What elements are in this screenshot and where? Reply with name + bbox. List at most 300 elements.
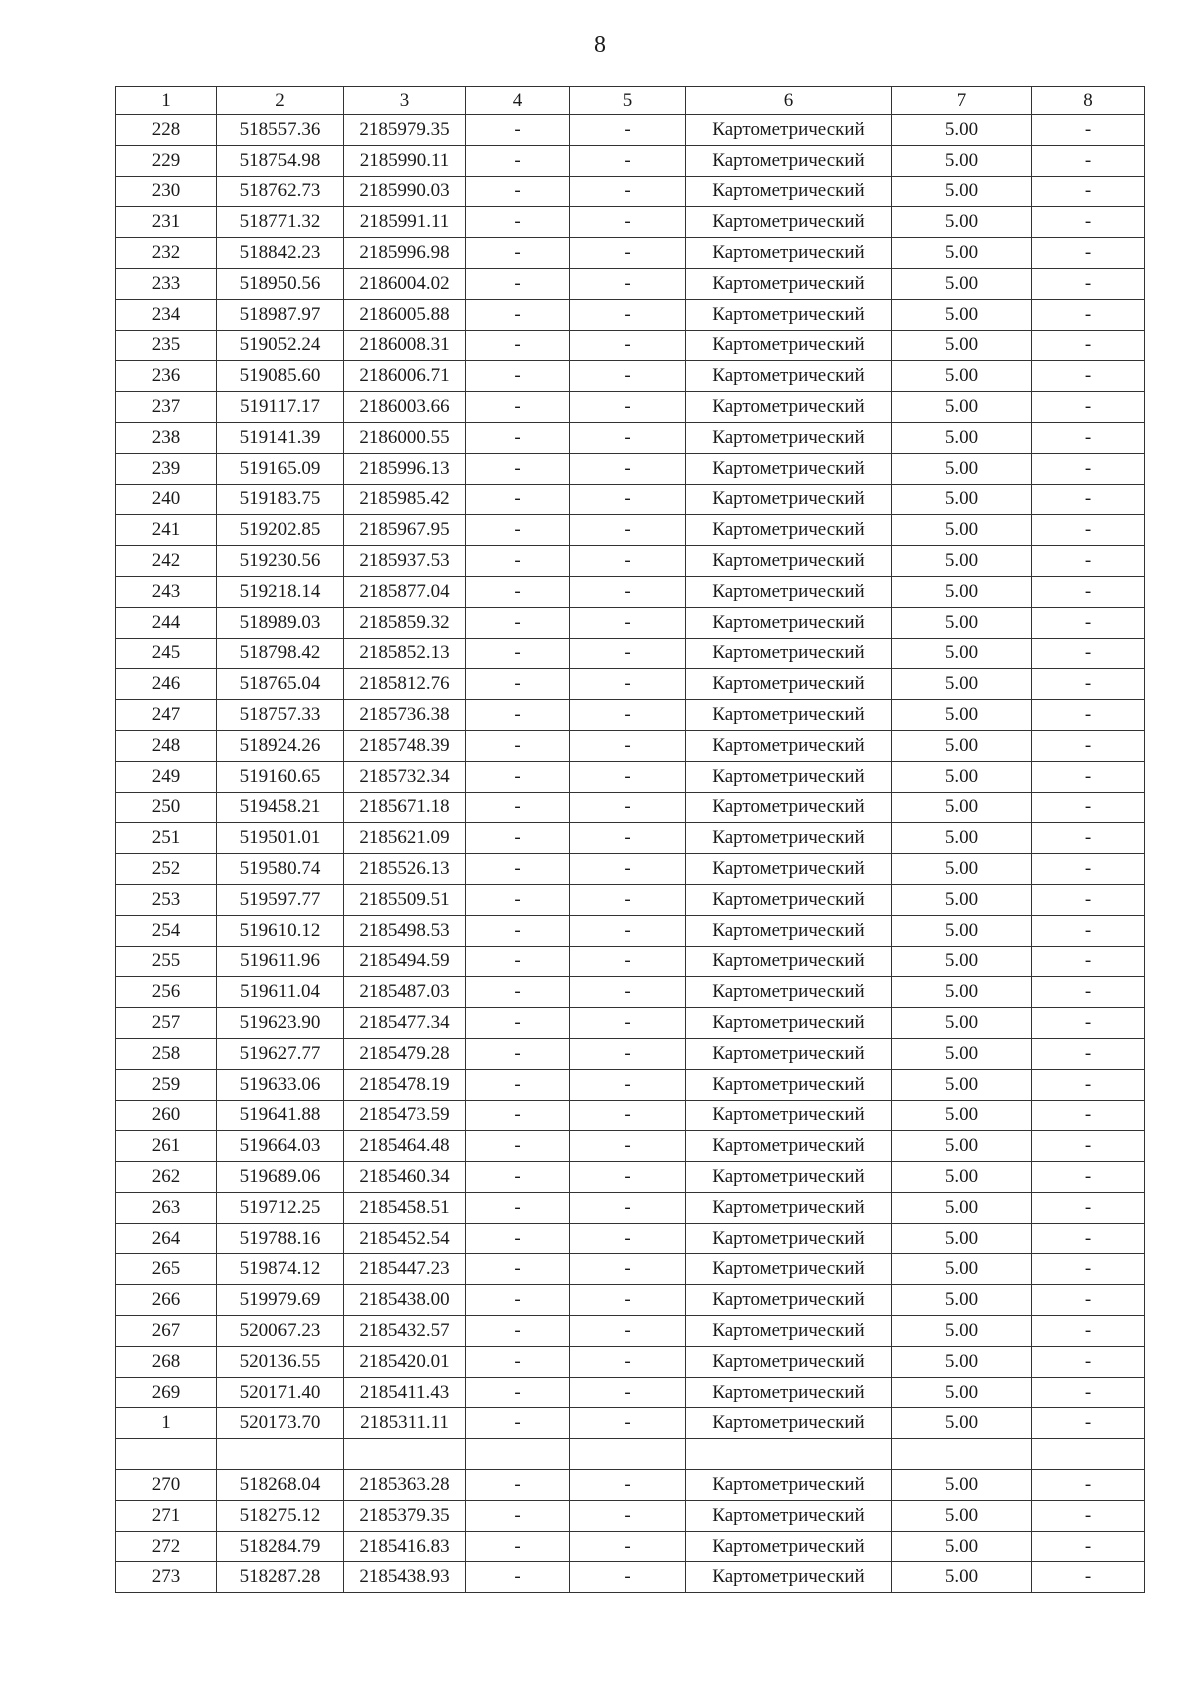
cell-point-number: 231 xyxy=(116,207,217,238)
cell-col-5: - xyxy=(570,238,686,269)
cell-y-coordinate: 2186008.31 xyxy=(344,330,466,361)
table-row xyxy=(116,546,1145,577)
cell-col-8: - xyxy=(1032,145,1145,176)
table-row xyxy=(116,1408,1145,1439)
cell-col-8: - xyxy=(1032,854,1145,885)
cell-y-coordinate: 2185990.03 xyxy=(344,176,466,207)
cell-col-5: - xyxy=(570,1500,686,1531)
cell-method: Картометрический xyxy=(686,854,892,885)
cell-method: Картометрический xyxy=(686,268,892,299)
cell-accuracy: 5.00 xyxy=(892,792,1032,823)
column-header-2: 2 xyxy=(217,87,344,115)
cell-col-8: - xyxy=(1032,546,1145,577)
cell-col-4: - xyxy=(466,946,570,977)
cell-y-coordinate: 2185411.43 xyxy=(344,1377,466,1408)
cell-col-4: - xyxy=(466,1008,570,1039)
cell-point-number: 248 xyxy=(116,730,217,761)
cell-col-8: - xyxy=(1032,884,1145,915)
table-body xyxy=(116,115,1145,1593)
cell-col-5: - xyxy=(570,1346,686,1377)
cell-accuracy: 5.00 xyxy=(892,854,1032,885)
cell-point-number: 251 xyxy=(116,823,217,854)
cell-accuracy: 5.00 xyxy=(892,1069,1032,1100)
cell-accuracy: 5.00 xyxy=(892,115,1032,146)
cell-x-coordinate: 519597.77 xyxy=(217,884,344,915)
cell-col-8: - xyxy=(1032,422,1145,453)
cell-x-coordinate: 518762.73 xyxy=(217,176,344,207)
cell-col-5: - xyxy=(570,1162,686,1193)
cell-col-4: - xyxy=(466,669,570,700)
cell-accuracy: 5.00 xyxy=(892,268,1032,299)
cell-col-8: - xyxy=(1032,946,1145,977)
cell-y-coordinate: 2185748.39 xyxy=(344,730,466,761)
cell-x-coordinate: 519610.12 xyxy=(217,915,344,946)
table-header xyxy=(116,87,1145,115)
table-row xyxy=(116,669,1145,700)
cell-y-coordinate: 2185363.28 xyxy=(344,1470,466,1501)
cell-accuracy: 5.00 xyxy=(892,607,1032,638)
cell-col-4: - xyxy=(466,638,570,669)
cell-method: Картометрический xyxy=(686,915,892,946)
table-row xyxy=(116,1316,1145,1347)
cell-x-coordinate: 519183.75 xyxy=(217,484,344,515)
cell-x-coordinate: 519160.65 xyxy=(217,761,344,792)
cell-col-5: - xyxy=(570,268,686,299)
cell-x-coordinate: 518557.36 xyxy=(217,115,344,146)
cell-x-coordinate: 519141.39 xyxy=(217,422,344,453)
header-row xyxy=(116,87,1145,115)
cell-col-5: - xyxy=(570,977,686,1008)
cell-x-coordinate: 518268.04 xyxy=(217,1470,344,1501)
cell-col-8: - xyxy=(1032,1008,1145,1039)
cell-y-coordinate: 2185671.18 xyxy=(344,792,466,823)
table-row xyxy=(116,1100,1145,1131)
cell-col-5: - xyxy=(570,700,686,731)
cell-x-coordinate: 519117.17 xyxy=(217,392,344,423)
cell-accuracy: 5.00 xyxy=(892,1377,1032,1408)
cell-col-5: - xyxy=(570,145,686,176)
cell-point-number: 229 xyxy=(116,145,217,176)
cell-accuracy: 5.00 xyxy=(892,1008,1032,1039)
cell-y-coordinate: 2185479.28 xyxy=(344,1038,466,1069)
cell-col-5: - xyxy=(570,946,686,977)
table-row xyxy=(116,1377,1145,1408)
table-row xyxy=(116,1008,1145,1039)
cell-y-coordinate: 2185494.59 xyxy=(344,946,466,977)
cell-col-5: - xyxy=(570,515,686,546)
cell-col-4: - xyxy=(466,854,570,885)
cell-point-number: 250 xyxy=(116,792,217,823)
cell-col-5: - xyxy=(570,1562,686,1593)
cell-x-coordinate: 519874.12 xyxy=(217,1254,344,1285)
cell-point-number: 240 xyxy=(116,484,217,515)
cell-accuracy: 5.00 xyxy=(892,730,1032,761)
cell-x-coordinate: 519664.03 xyxy=(217,1131,344,1162)
cell-x-coordinate: 518989.03 xyxy=(217,607,344,638)
cell-accuracy: 5.00 xyxy=(892,884,1032,915)
table-row xyxy=(116,607,1145,638)
table-row xyxy=(116,1562,1145,1593)
column-header-3: 3 xyxy=(344,87,466,115)
cell-col-5: - xyxy=(570,115,686,146)
cell-col-4: - xyxy=(466,1100,570,1131)
cell-accuracy: 5.00 xyxy=(892,1100,1032,1131)
cell-col-8: - xyxy=(1032,361,1145,392)
cell-col-4: - xyxy=(466,1069,570,1100)
table-row xyxy=(116,268,1145,299)
cell-x-coordinate: 519623.90 xyxy=(217,1008,344,1039)
cell-col-8: - xyxy=(1032,1500,1145,1531)
table-row xyxy=(116,453,1145,484)
cell-col-8: - xyxy=(1032,761,1145,792)
cell-point-number: 270 xyxy=(116,1470,217,1501)
table-row xyxy=(116,299,1145,330)
cell-col-8: - xyxy=(1032,669,1145,700)
cell-x-coordinate: 519712.25 xyxy=(217,1192,344,1223)
cell-point-number: 246 xyxy=(116,669,217,700)
cell-x-coordinate: 519580.74 xyxy=(217,854,344,885)
cell-col-8: - xyxy=(1032,1038,1145,1069)
cell-accuracy: 5.00 xyxy=(892,145,1032,176)
cell-accuracy: 5.00 xyxy=(892,238,1032,269)
cell-method: Картометрический xyxy=(686,1377,892,1408)
cell-accuracy: 5.00 xyxy=(892,915,1032,946)
cell-col-4 xyxy=(466,1439,570,1470)
cell-y-coordinate: 2185877.04 xyxy=(344,576,466,607)
cell-col-5 xyxy=(570,1439,686,1470)
cell-x-coordinate: 519230.56 xyxy=(217,546,344,577)
cell-col-5: - xyxy=(570,1377,686,1408)
cell-method: Картометрический xyxy=(686,1254,892,1285)
cell-y-coordinate: 2186005.88 xyxy=(344,299,466,330)
cell-accuracy: 5.00 xyxy=(892,946,1032,977)
cell-col-8: - xyxy=(1032,1562,1145,1593)
cell-point-number: 249 xyxy=(116,761,217,792)
cell-method: Картометрический xyxy=(686,176,892,207)
cell-accuracy: 5.00 xyxy=(892,1346,1032,1377)
cell-method: Картометрический xyxy=(686,453,892,484)
cell-col-8: - xyxy=(1032,1531,1145,1562)
cell-point-number: 266 xyxy=(116,1285,217,1316)
cell-y-coordinate: 2185979.35 xyxy=(344,115,466,146)
cell-col-4: - xyxy=(466,1254,570,1285)
cell-col-8 xyxy=(1032,1439,1145,1470)
cell-point-number: 263 xyxy=(116,1192,217,1223)
cell-col-8: - xyxy=(1032,1408,1145,1439)
cell-point-number: 241 xyxy=(116,515,217,546)
cell-y-coordinate: 2185379.35 xyxy=(344,1500,466,1531)
cell-method: Картометрический xyxy=(686,145,892,176)
table-row xyxy=(116,1131,1145,1162)
cell-point-number: 261 xyxy=(116,1131,217,1162)
cell-method: Картометрический xyxy=(686,330,892,361)
cell-col-5: - xyxy=(570,730,686,761)
cell-point-number: 271 xyxy=(116,1500,217,1531)
cell-col-4: - xyxy=(466,484,570,515)
cell-x-coordinate: 519627.77 xyxy=(217,1038,344,1069)
cell-x-coordinate: 519458.21 xyxy=(217,792,344,823)
table-row xyxy=(116,761,1145,792)
cell-y-coordinate: 2185464.48 xyxy=(344,1131,466,1162)
cell-accuracy: 5.00 xyxy=(892,546,1032,577)
cell-point-number: 258 xyxy=(116,1038,217,1069)
cell-x-coordinate: 518287.28 xyxy=(217,1562,344,1593)
cell-accuracy: 5.00 xyxy=(892,1470,1032,1501)
cell-accuracy: 5.00 xyxy=(892,422,1032,453)
cell-point-number xyxy=(116,1439,217,1470)
table-row xyxy=(116,946,1145,977)
cell-col-4: - xyxy=(466,1500,570,1531)
cell-col-5: - xyxy=(570,607,686,638)
cell-x-coordinate: 518842.23 xyxy=(217,238,344,269)
cell-col-8: - xyxy=(1032,115,1145,146)
cell-col-5: - xyxy=(570,1131,686,1162)
table-row xyxy=(116,1346,1145,1377)
cell-col-4: - xyxy=(466,299,570,330)
cell-y-coordinate: 2185812.76 xyxy=(344,669,466,700)
cell-col-5: - xyxy=(570,792,686,823)
cell-x-coordinate: 519641.88 xyxy=(217,1100,344,1131)
table-row xyxy=(116,392,1145,423)
cell-col-8: - xyxy=(1032,484,1145,515)
cell-method: Картометрический xyxy=(686,1346,892,1377)
cell-accuracy: 5.00 xyxy=(892,1316,1032,1347)
cell-accuracy: 5.00 xyxy=(892,1162,1032,1193)
cell-accuracy: 5.00 xyxy=(892,453,1032,484)
cell-method: Картометрический xyxy=(686,1531,892,1562)
table-row xyxy=(116,700,1145,731)
cell-x-coordinate: 519611.96 xyxy=(217,946,344,977)
cell-y-coordinate: 2185416.83 xyxy=(344,1531,466,1562)
cell-x-coordinate: 518987.97 xyxy=(217,299,344,330)
cell-col-8: - xyxy=(1032,453,1145,484)
table-row xyxy=(116,484,1145,515)
cell-accuracy: 5.00 xyxy=(892,1285,1032,1316)
cell-method: Картометрический xyxy=(686,1316,892,1347)
cell-col-4: - xyxy=(466,1562,570,1593)
cell-col-8: - xyxy=(1032,1069,1145,1100)
cell-col-4: - xyxy=(466,361,570,392)
cell-point-number: 236 xyxy=(116,361,217,392)
table-row xyxy=(116,330,1145,361)
cell-col-4: - xyxy=(466,546,570,577)
cell-y-coordinate: 2185452.54 xyxy=(344,1223,466,1254)
cell-x-coordinate: 520171.40 xyxy=(217,1377,344,1408)
cell-method: Картометрический xyxy=(686,977,892,1008)
cell-point-number: 1 xyxy=(116,1408,217,1439)
cell-col-5: - xyxy=(570,299,686,330)
cell-accuracy: 5.00 xyxy=(892,176,1032,207)
cell-accuracy: 5.00 xyxy=(892,576,1032,607)
cell-point-number: 272 xyxy=(116,1531,217,1562)
cell-method: Картометрический xyxy=(686,700,892,731)
cell-y-coordinate: 2185996.98 xyxy=(344,238,466,269)
cell-col-5: - xyxy=(570,1100,686,1131)
cell-accuracy: 5.00 xyxy=(892,1223,1032,1254)
coordinates-table xyxy=(115,86,1145,1593)
cell-method: Картометрический xyxy=(686,1408,892,1439)
table-row xyxy=(116,207,1145,238)
cell-method: Картометрический xyxy=(686,1162,892,1193)
cell-col-4: - xyxy=(466,207,570,238)
cell-x-coordinate: 518754.98 xyxy=(217,145,344,176)
cell-y-coordinate: 2185458.51 xyxy=(344,1192,466,1223)
cell-col-5: - xyxy=(570,638,686,669)
cell-method: Картометрический xyxy=(686,1131,892,1162)
cell-col-8: - xyxy=(1032,1100,1145,1131)
cell-col-4: - xyxy=(466,1038,570,1069)
cell-accuracy: 5.00 xyxy=(892,700,1032,731)
cell-method: Картометрический xyxy=(686,576,892,607)
cell-col-8: - xyxy=(1032,176,1145,207)
table-row xyxy=(116,145,1145,176)
cell-col-5: - xyxy=(570,761,686,792)
cell-col-8: - xyxy=(1032,392,1145,423)
cell-x-coordinate: 519085.60 xyxy=(217,361,344,392)
cell-x-coordinate: 519689.06 xyxy=(217,1162,344,1193)
cell-col-4: - xyxy=(466,145,570,176)
cell-method xyxy=(686,1439,892,1470)
cell-y-coordinate: 2185621.09 xyxy=(344,823,466,854)
cell-col-4: - xyxy=(466,915,570,946)
cell-x-coordinate: 520173.70 xyxy=(217,1408,344,1439)
cell-point-number: 238 xyxy=(116,422,217,453)
cell-point-number: 243 xyxy=(116,576,217,607)
cell-col-5: - xyxy=(570,422,686,453)
table-row xyxy=(116,823,1145,854)
cell-y-coordinate: 2185937.53 xyxy=(344,546,466,577)
cell-col-8: - xyxy=(1032,1346,1145,1377)
cell-point-number: 253 xyxy=(116,884,217,915)
cell-col-4: - xyxy=(466,422,570,453)
cell-col-4: - xyxy=(466,1192,570,1223)
cell-col-5: - xyxy=(570,1316,686,1347)
cell-col-4: - xyxy=(466,792,570,823)
cell-accuracy: 5.00 xyxy=(892,638,1032,669)
cell-x-coordinate: 519633.06 xyxy=(217,1069,344,1100)
cell-col-8: - xyxy=(1032,268,1145,299)
cell-col-5: - xyxy=(570,1008,686,1039)
table-row xyxy=(116,515,1145,546)
cell-method: Картометрический xyxy=(686,1192,892,1223)
cell-y-coordinate: 2185509.51 xyxy=(344,884,466,915)
cell-x-coordinate: 518757.33 xyxy=(217,700,344,731)
cell-x-coordinate: 518284.79 xyxy=(217,1531,344,1562)
table-row xyxy=(116,1531,1145,1562)
table-row xyxy=(116,576,1145,607)
cell-method: Картометрический xyxy=(686,1285,892,1316)
cell-method: Картометрический xyxy=(686,607,892,638)
cell-y-coordinate: 2185985.42 xyxy=(344,484,466,515)
cell-x-coordinate: 518275.12 xyxy=(217,1500,344,1531)
cell-point-number: 228 xyxy=(116,115,217,146)
cell-col-4: - xyxy=(466,576,570,607)
cell-accuracy: 5.00 xyxy=(892,823,1032,854)
cell-point-number: 268 xyxy=(116,1346,217,1377)
cell-col-8: - xyxy=(1032,1316,1145,1347)
column-header-6: 6 xyxy=(686,87,892,115)
cell-x-coordinate: 519979.69 xyxy=(217,1285,344,1316)
cell-col-4: - xyxy=(466,392,570,423)
cell-method: Картометрический xyxy=(686,238,892,269)
table-row xyxy=(116,638,1145,669)
cell-point-number: 237 xyxy=(116,392,217,423)
cell-accuracy: 5.00 xyxy=(892,1254,1032,1285)
cell-y-coordinate: 2185438.93 xyxy=(344,1562,466,1593)
cell-col-5: - xyxy=(570,1254,686,1285)
cell-col-4: - xyxy=(466,453,570,484)
cell-accuracy: 5.00 xyxy=(892,761,1032,792)
cell-method: Картометрический xyxy=(686,884,892,915)
cell-point-number: 242 xyxy=(116,546,217,577)
cell-method: Картометрический xyxy=(686,792,892,823)
table-row xyxy=(116,176,1145,207)
cell-y-coordinate: 2185438.00 xyxy=(344,1285,466,1316)
cell-col-5: - xyxy=(570,1285,686,1316)
cell-accuracy: 5.00 xyxy=(892,1408,1032,1439)
cell-x-coordinate: 518950.56 xyxy=(217,268,344,299)
cell-method: Картометрический xyxy=(686,638,892,669)
table-row xyxy=(116,1470,1145,1501)
cell-point-number: 234 xyxy=(116,299,217,330)
cell-method: Картометрический xyxy=(686,207,892,238)
cell-col-8: - xyxy=(1032,915,1145,946)
cell-col-4: - xyxy=(466,730,570,761)
cell-x-coordinate xyxy=(217,1439,344,1470)
cell-y-coordinate: 2185732.34 xyxy=(344,761,466,792)
cell-point-number: 247 xyxy=(116,700,217,731)
column-header-7: 7 xyxy=(892,87,1032,115)
cell-col-8: - xyxy=(1032,576,1145,607)
cell-point-number: 273 xyxy=(116,1562,217,1593)
cell-col-8: - xyxy=(1032,730,1145,761)
cell-method: Картометрический xyxy=(686,1100,892,1131)
cell-accuracy xyxy=(892,1439,1032,1470)
cell-col-4: - xyxy=(466,1377,570,1408)
cell-col-5: - xyxy=(570,915,686,946)
cell-accuracy: 5.00 xyxy=(892,392,1032,423)
column-header-1: 1 xyxy=(116,87,217,115)
cell-col-5: - xyxy=(570,1038,686,1069)
cell-x-coordinate: 520136.55 xyxy=(217,1346,344,1377)
cell-col-4: - xyxy=(466,884,570,915)
column-header-8: 8 xyxy=(1032,87,1145,115)
cell-point-number: 232 xyxy=(116,238,217,269)
cell-col-4: - xyxy=(466,176,570,207)
cell-col-8: - xyxy=(1032,238,1145,269)
column-header-4: 4 xyxy=(466,87,570,115)
cell-method: Картометрический xyxy=(686,484,892,515)
cell-method: Картометрический xyxy=(686,1562,892,1593)
cell-accuracy: 5.00 xyxy=(892,207,1032,238)
cell-col-5: - xyxy=(570,1531,686,1562)
cell-point-number: 269 xyxy=(116,1377,217,1408)
cell-y-coordinate: 2185432.57 xyxy=(344,1316,466,1347)
table-row xyxy=(116,792,1145,823)
cell-col-4: - xyxy=(466,268,570,299)
cell-col-8: - xyxy=(1032,1254,1145,1285)
cell-col-8: - xyxy=(1032,638,1145,669)
table-row xyxy=(116,1192,1145,1223)
cell-col-4: - xyxy=(466,1223,570,1254)
cell-col-5: - xyxy=(570,207,686,238)
cell-col-4: - xyxy=(466,823,570,854)
table-row xyxy=(116,915,1145,946)
cell-col-8: - xyxy=(1032,792,1145,823)
cell-col-4: - xyxy=(466,1316,570,1347)
cell-method: Картометрический xyxy=(686,1038,892,1069)
cell-col-5: - xyxy=(570,884,686,915)
